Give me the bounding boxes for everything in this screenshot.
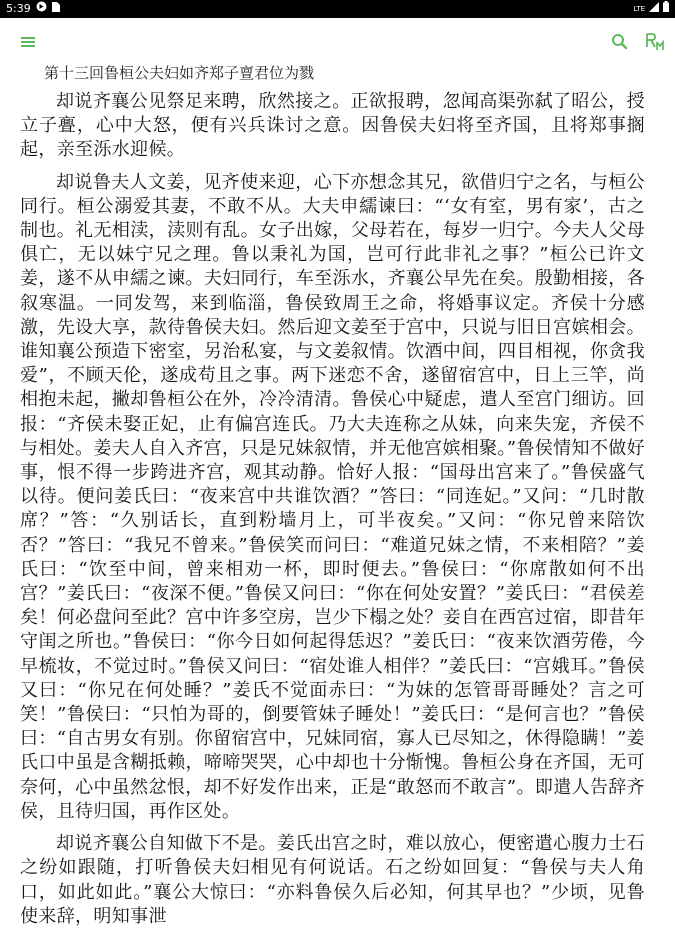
status-right-group: [633, 0, 669, 18]
search-icon[interactable]: [609, 31, 631, 53]
battery-icon: [663, 0, 669, 18]
app-notification-icon: [36, 0, 47, 18]
status-time: 5:39: [6, 2, 31, 15]
signal-icon: [649, 0, 659, 18]
font-settings-icon[interactable]: [644, 31, 666, 53]
sim-card-icon: [52, 0, 60, 18]
chapter-title: 第十三回鲁桓公夫妇如齐郑子亶君位为戮: [44, 64, 315, 82]
status-left-group: [6, 0, 60, 18]
reader-content[interactable]: [0, 62, 675, 927]
paragraph: 却说齐襄公自知做下不是。姜氏出宫之时，难以放心，便密遣心腹力士石之纷如跟随，打听鲁侯夫妇相见有何说话。石之纷如回复：“鲁侯与夫人角口，如此如此。”襄公大惊曰：“亦料鲁侯久后必知，何其早也？”少顷，见鲁使来辞，明知事泄: [20, 833, 645, 927]
paragraph: 却说齐襄公见祭足来聘，欣然接之。正欲报聘，忽闻高渠弥弑了昭公，授立子亹，心中大怒，便有兴兵诛讨之意。因鲁侯夫妇将至齐国，且将郑事搁起，亲至泺水迎候。: [20, 91, 645, 161]
reader-toolbar: [0, 18, 675, 66]
status-bar: [0, 0, 675, 18]
network-type: LTE: [633, 5, 645, 13]
paragraph: 却说鲁夫人文姜，见齐使来迎，心下亦想念其兄，欲借归宁之名，与桓公同行。桓公溺爱其妻，不敢不从。大夫申繻谏曰：“‘女有室，男有家’，古之制也。礼无相渎，渎则有乱。女子出嫁，父母若在，每岁一归宁。今夫人父母俱亡，无以妹宁兄之理。鲁以秉礼为国，岂可行此非礼之事？”桓公已许文姜，遂不从申繻之谏。夫妇同行，车至泺水，齐襄公早先在矣。殷勤相接，各叙寒温。一同发驾，来到临淄，鲁侯致周王之命，将婚事议定。齐侯十分感激，先设大享，款待鲁侯夫妇。然后迎文姜至于宫中，只说与旧日宫嫔相会。谁知襄公预造下密室，另治私宴，与文姜叙情。饮酒中间，四目相视，你贪我爱”，不顾天伦，遂成苟且之事。两下迷恋不舍，遂留宿宫中，日上三竿，尚相抱未起，撇却鲁桓公在外，冷冷清清。鲁侯心中疑虑，遣人至宫门细访。回报：“齐侯未娶正妃，止有偏宫连氏。乃大夫连称之从妹，向来失宠，齐侯不与相处。姜夫人自入齐宫，只是兄妹叙情，并无他宫嫔相聚。”鲁侯情知不做好事，恨不得一步跨进齐宫，观其动静。恰好人报：“国母出宫来了。”鲁侯盛气以待。便问姜氏曰：“夜来宫中共谁饮酒？”答曰：“同连妃。”又问：“几时散席？”答：“久别话长，直到粉墙月上，可半夜矣。”又问：“你兄曾来陪饮否？”答曰：“我兄不曾来。”鲁侯笑而问曰：“难道兄妹之情，不来相陪？”姜氏曰：“饮至中间，曾来相劝一杯，即时便去。”鲁侯曰：“你席散如何不出宫？”姜氏曰：“夜深不便。”鲁侯又问曰：“你在何处安置？”姜氏曰：“君侯差矣！何必盘问至此？宫中许多空房，岂少下榻之处？妾自在西宫过宿，即昔年守闺之所也。”鲁侯曰：“你今日如何起得恁迟？”姜氏曰：“夜来饮酒劳倦，今早梳妆，不觉过时。”鲁侯又问曰：“宿处谁人相伴？”姜氏曰：“宫娥耳。”鲁侯又曰：“你兄在何处睡？”姜氏不觉面赤曰：“为妹的怎管哥哥睡处？言之可笑！”鲁侯曰：“只怕为哥的，倒要管妹子睡处！”姜氏曰：“是何言也？”鲁侯曰：“自古男女有别。你留宿宫中，兄妹同宿，寡人已尽知之，休得隐瞒！”姜氏口中虽是含糊抵赖，啼啼哭哭，心中却也十分惭愧。鲁桓公身在齐国，无可奈何，心中虽然忿恨，却不好发作出来，正是“敢怒而不敢言”。即遣人告辞齐侯，且待归国，再作区处。: [20, 171, 645, 822]
menu-icon[interactable]: [18, 31, 40, 53]
